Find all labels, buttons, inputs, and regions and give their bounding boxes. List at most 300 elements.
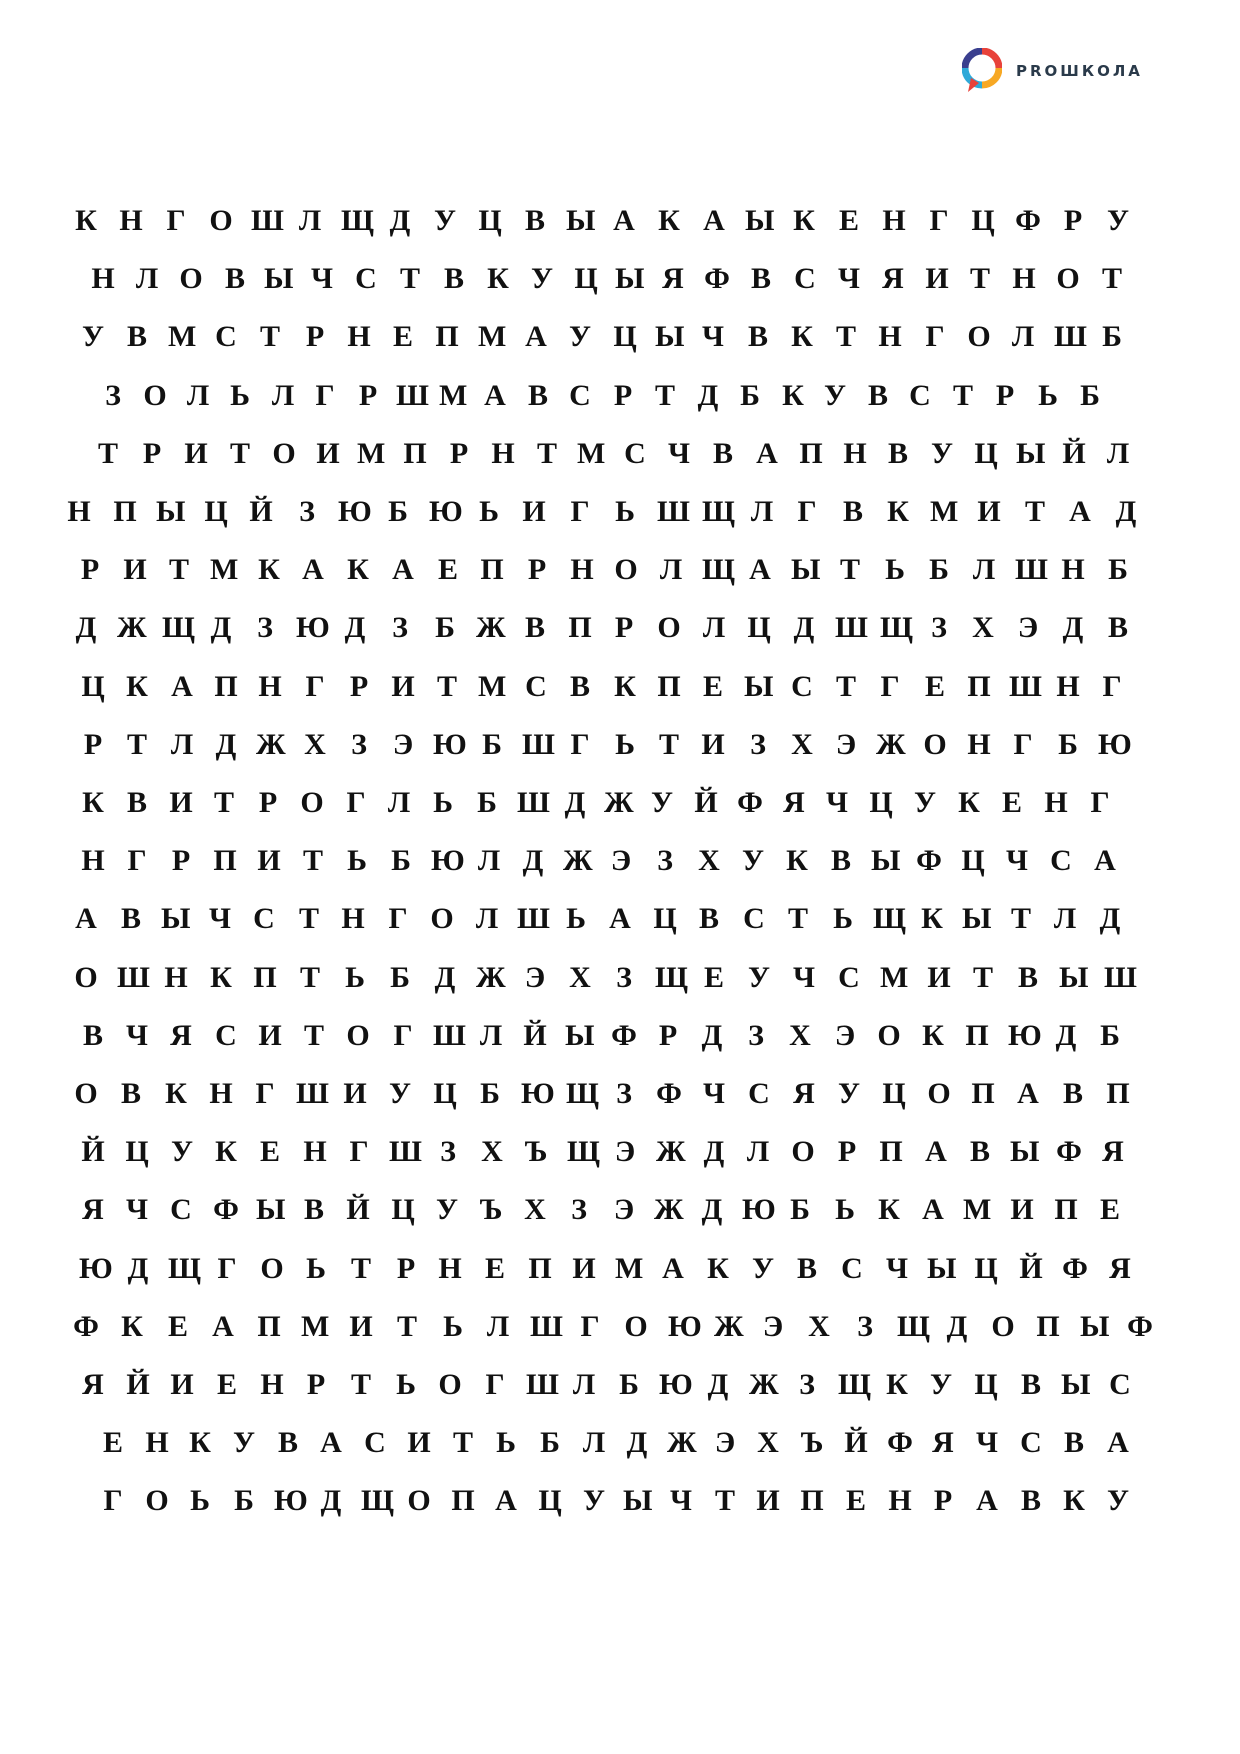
grid-letter: В — [712, 437, 733, 470]
grid-letter: Р — [305, 320, 325, 353]
grid-letter: Б — [1108, 553, 1128, 586]
grid-letter: Ы — [264, 262, 294, 295]
grid-letter: Н — [303, 1135, 327, 1168]
grid-letter: Б — [740, 379, 760, 412]
grid-letter: Х — [569, 961, 591, 994]
grid-letter: Ц — [538, 1484, 562, 1517]
grid-letter: Ч — [667, 437, 691, 470]
grid-letter: В — [126, 320, 147, 353]
grid-letter: Г — [346, 786, 366, 819]
grid-letter: У — [81, 320, 105, 353]
grid-letter: Ц — [971, 204, 995, 237]
grid-letter: Ь — [885, 553, 905, 586]
grid-letter: Ч — [701, 320, 725, 353]
grid-letter: Э — [613, 1193, 635, 1226]
grid-letter: О — [143, 379, 167, 412]
grid-letter: У — [433, 204, 457, 237]
grid-letter: Ф — [213, 1193, 239, 1226]
grid-letter: Ц — [204, 495, 228, 528]
grid-letter: П — [213, 844, 237, 877]
grid-letter: К — [126, 670, 148, 703]
grid-letter: Я — [882, 262, 904, 295]
grid-letter: Ш — [517, 902, 550, 935]
grid-letter: Ж — [476, 961, 506, 994]
grid-letter: С — [355, 262, 377, 295]
grid-letter: Ы — [745, 204, 775, 237]
grid-letter: Е — [167, 1310, 188, 1343]
grid-letter: Ш — [522, 728, 555, 761]
grid-letter: А — [976, 1484, 998, 1517]
grid-letter: Ы — [655, 320, 685, 353]
grid-letter: К — [921, 902, 943, 935]
grid-letter: В — [303, 1193, 324, 1226]
grid-letter: Т — [213, 786, 234, 819]
grid-letter: П — [967, 670, 991, 703]
grid-letter: Т — [396, 1310, 417, 1343]
grid-letter: Д — [626, 1426, 648, 1459]
grid-letter: А — [484, 379, 506, 412]
grid-letter: Л — [479, 1019, 503, 1052]
grid-letter: Т — [835, 320, 856, 353]
grid-letter: Д — [75, 611, 97, 644]
grid-letter: Ы — [1061, 1368, 1091, 1401]
grid-letter: Ф — [1056, 1135, 1082, 1168]
grid-letter: Ь — [396, 1368, 416, 1401]
grid-letter: Т — [126, 728, 147, 761]
grid-letter: И — [343, 1077, 367, 1110]
grid-letter: З — [748, 1019, 764, 1052]
grid-letter: И — [522, 495, 546, 528]
grid-letter: Ю — [659, 1368, 693, 1401]
grid-letter: Н — [260, 1368, 284, 1401]
grid-letter: Ж — [654, 1193, 684, 1226]
grid-letter: Л — [582, 1426, 606, 1459]
grid-letter: Й — [249, 495, 273, 528]
grid-letter: Б — [619, 1368, 639, 1401]
grid-letter: Т — [229, 437, 250, 470]
grid-letter: У — [530, 262, 554, 295]
grid-letter: В — [524, 611, 545, 644]
grid-letter: Л — [298, 204, 322, 237]
grid-letter: И — [169, 786, 193, 819]
grid-letter: У — [435, 1193, 459, 1226]
grid-letter: Р — [80, 553, 100, 586]
grid-letter: З — [750, 728, 766, 761]
grid-letter: Ы — [161, 902, 191, 935]
grid-letter: Ж — [667, 1426, 697, 1459]
grid-letter: Д — [946, 1310, 968, 1343]
grid-letter: Ч — [1005, 844, 1029, 877]
grid-letter: К — [347, 553, 369, 586]
grid-letter: В — [1020, 1484, 1041, 1517]
grid-letter: Х — [972, 611, 994, 644]
grid-letter: Я — [170, 1019, 192, 1052]
grid-letter: О — [74, 961, 98, 994]
grid-letter: Б — [390, 961, 410, 994]
grid-letter: К — [922, 1019, 944, 1052]
grid-letter: Ц — [653, 902, 677, 935]
grid-letter: П — [528, 1252, 552, 1285]
grid-letter: Ш — [835, 611, 868, 644]
grid-letter: Ю — [296, 611, 330, 644]
grid-letter: Н — [347, 320, 371, 353]
grid-letter: Е — [1099, 1193, 1120, 1226]
grid-letter: Т — [436, 670, 457, 703]
grid-letter: Б — [435, 611, 455, 644]
grid-letter: В — [969, 1135, 990, 1168]
grid-letter: Ь — [566, 902, 586, 935]
grid-letter: Ш — [396, 379, 429, 412]
grid-letter: М — [301, 1310, 330, 1343]
grid-letter: П — [657, 670, 681, 703]
grid-letter: С — [909, 379, 931, 412]
grid-letter: П — [879, 1135, 903, 1168]
grid-letter: Е — [102, 1426, 123, 1459]
grid-letter: Й — [694, 786, 718, 819]
grid-letter: У — [170, 1135, 194, 1168]
grid-letter: Г — [217, 1252, 237, 1285]
grid-letter: Р — [1063, 204, 1083, 237]
grid-letter: П — [568, 611, 592, 644]
grid-letter: И — [927, 961, 951, 994]
grid-letter: Г — [1102, 670, 1122, 703]
grid-letter: К — [658, 204, 680, 237]
grid-letter: Г — [127, 844, 147, 877]
grid-letter: Т — [399, 262, 420, 295]
grid-letter: К — [189, 1426, 211, 1459]
grid-letter: С — [170, 1193, 192, 1226]
grid-letter: В — [120, 1077, 141, 1110]
grid-letter: У — [930, 437, 954, 470]
grid-letter: С — [838, 961, 860, 994]
grid-letter: У — [1106, 204, 1130, 237]
grid-letter: Э — [524, 961, 546, 994]
grid-letter: Ц — [961, 844, 985, 877]
grid-letter: Ь — [496, 1426, 516, 1459]
grid-letter: Й — [126, 1368, 150, 1401]
grid-letter: В — [224, 262, 245, 295]
grid-letter: Я — [1102, 1135, 1124, 1168]
grid-letter: Г — [580, 1310, 600, 1343]
grid-letter: Д — [1055, 1019, 1077, 1052]
grid-letter: И — [184, 437, 208, 470]
grid-letter: Й — [844, 1426, 868, 1459]
grid-letter: В — [1020, 1368, 1041, 1401]
grid-letter: Т — [350, 1252, 371, 1285]
grid-letter: Р — [837, 1135, 857, 1168]
grid-letter: Я — [82, 1368, 104, 1401]
grid-letter: Ы — [256, 1193, 286, 1226]
grid-letter: И — [701, 728, 725, 761]
grid-letter: Ш — [1009, 670, 1042, 703]
grid-letter: И — [257, 844, 281, 877]
grid-letter: И — [925, 262, 949, 295]
grid-letter: Ч — [975, 1426, 999, 1459]
grid-letter: Щ — [168, 1252, 201, 1285]
grid-letter: Ы — [565, 1019, 595, 1052]
grid-letter: Ч — [885, 1252, 909, 1285]
grid-letter: П — [965, 1019, 989, 1052]
grid-letter: О — [791, 1135, 815, 1168]
grid-letter: З — [257, 611, 273, 644]
grid-letter: О — [145, 1484, 169, 1517]
grid-letter: П — [1054, 1193, 1078, 1226]
grid-letter: Ц — [974, 1368, 998, 1401]
grid-letter: С — [215, 1019, 237, 1052]
grid-letter: Ш — [296, 1077, 329, 1110]
grid-letter: О — [923, 728, 947, 761]
grid-letter: Щ — [162, 611, 195, 644]
grid-letter: Щ — [897, 1310, 930, 1343]
grid-letter: Ш — [530, 1310, 563, 1343]
grid-letter: М — [930, 495, 959, 528]
grid-letter: З — [440, 1135, 456, 1168]
grid-letter: П — [435, 320, 459, 353]
grid-letter: Л — [702, 611, 726, 644]
grid-letter: Ю — [742, 1193, 776, 1226]
grid-letter: Н — [67, 495, 91, 528]
grid-letter: Р — [933, 1484, 953, 1517]
grid-letter: Д — [701, 1019, 723, 1052]
grid-letter: А — [75, 902, 97, 935]
grid-letter: Й — [346, 1193, 370, 1226]
grid-letter: Л — [135, 262, 159, 295]
grid-letter: Ь — [615, 728, 635, 761]
grid-letter: Р — [658, 1019, 678, 1052]
grid-letter: В — [887, 437, 908, 470]
grid-letter: К — [786, 844, 808, 877]
grid-letter: Г — [570, 495, 590, 528]
grid-letter: П — [480, 553, 504, 586]
grid-letter: М — [357, 437, 386, 470]
grid-letter: Щ — [873, 902, 906, 935]
grid-letter: В — [796, 1252, 817, 1285]
grid-letter: Т — [97, 437, 118, 470]
grid-letter: М — [615, 1252, 644, 1285]
grid-letter: Д — [344, 611, 366, 644]
grid-letter: Л — [1011, 320, 1035, 353]
grid-letter: Б — [391, 844, 411, 877]
grid-letter: Д — [320, 1484, 342, 1517]
grid-letter: Ы — [1080, 1310, 1110, 1343]
grid-letter: О — [967, 320, 991, 353]
grid-letter: З — [105, 379, 121, 412]
grid-letter: Ж — [714, 1310, 744, 1343]
grid-letter: В — [698, 902, 719, 935]
grid-letter: Л — [477, 844, 501, 877]
grid-letter: Щ — [838, 1368, 871, 1401]
grid-letter: Д — [1099, 902, 1121, 935]
grid-letter: Т — [658, 728, 679, 761]
grid-letter: Е — [437, 553, 458, 586]
grid-letter: А — [495, 1484, 517, 1517]
grid-letter: Е — [1001, 786, 1022, 819]
grid-letter: Й — [1062, 437, 1086, 470]
grid-letter: К — [886, 1368, 908, 1401]
grid-letter: Г — [315, 379, 335, 412]
grid-letter: Ц — [478, 204, 502, 237]
grid-letter: Р — [83, 728, 103, 761]
grid-letter: Ц — [574, 262, 598, 295]
grid-letter: Р — [613, 379, 633, 412]
grid-letter: Г — [797, 495, 817, 528]
grid-letter: К — [258, 553, 280, 586]
grid-letter: Щ — [655, 961, 688, 994]
grid-letter: З — [931, 611, 947, 644]
grid-letter: Г — [388, 902, 408, 935]
grid-letter: О — [209, 204, 233, 237]
grid-letter: У — [837, 1077, 861, 1110]
grid-letter: Я — [662, 262, 684, 295]
grid-letter: Н — [570, 553, 594, 586]
grid-letter: Й — [523, 1019, 547, 1052]
grid-letter: В — [830, 844, 851, 877]
grid-letter: Б — [1080, 379, 1100, 412]
grid-letter: Е — [703, 961, 724, 994]
grid-letter: К — [487, 262, 509, 295]
grid-letter: Ы — [1016, 437, 1046, 470]
grid-letter: Б — [790, 1193, 810, 1226]
grid-letter: О — [1056, 262, 1080, 295]
grid-letter: В — [527, 379, 548, 412]
grid-letter: С — [364, 1426, 386, 1459]
grid-letter: Э — [1017, 611, 1039, 644]
grid-letter: Ь — [833, 902, 853, 935]
grid-letter: Т — [299, 961, 320, 994]
grid-letter: Б — [540, 1426, 560, 1459]
grid-letter: О — [272, 437, 296, 470]
grid-letter: Н — [119, 204, 143, 237]
grid-letter: К — [75, 204, 97, 237]
grid-letter: Ф — [656, 1077, 682, 1110]
grid-letter: А — [1017, 1077, 1039, 1110]
grid-letter: Ш — [117, 961, 150, 994]
grid-letter: И — [407, 1426, 431, 1459]
grid-letter: М — [439, 379, 468, 412]
grid-letter: Г — [1013, 728, 1033, 761]
grid-letter: В — [750, 262, 771, 295]
grid-letter: А — [1094, 844, 1116, 877]
grid-letter: Ф — [73, 1310, 99, 1343]
grid-letter: Х — [757, 1426, 779, 1459]
grid-letter: П — [1106, 1077, 1130, 1110]
grid-letter: К — [1063, 1484, 1085, 1517]
grid-letter: Ф — [611, 1019, 637, 1052]
grid-letter: И — [258, 1019, 282, 1052]
grid-letter: Ы — [566, 204, 596, 237]
grid-letter: Ж — [604, 786, 634, 819]
grid-letter: И — [1010, 1193, 1034, 1226]
grid-letter: В — [82, 1019, 103, 1052]
grid-letter: В — [443, 262, 464, 295]
grid-letter: Ц — [81, 670, 105, 703]
grid-letter: Щ — [880, 611, 913, 644]
grid-letter: С — [791, 670, 813, 703]
grid-letter: Г — [485, 1368, 505, 1401]
grid-letter: Р — [306, 1368, 326, 1401]
grid-letter: С — [1020, 1426, 1042, 1459]
grid-letter: Г — [393, 1019, 413, 1052]
grid-letter: Н — [1012, 262, 1036, 295]
grid-letter: Ь — [615, 495, 635, 528]
grid-letter: С — [253, 902, 275, 935]
grid-letter: К — [958, 786, 980, 819]
grid-letter: А — [525, 320, 547, 353]
grid-letter: Ж — [256, 728, 286, 761]
grid-letter: Ф — [704, 262, 730, 295]
grid-letter: Т — [969, 262, 990, 295]
grid-letter: О — [614, 553, 638, 586]
grid-letter: Ь — [479, 495, 499, 528]
grid-letter: Л — [746, 1135, 770, 1168]
grid-letter: Щ — [341, 204, 374, 237]
grid-letter: Б — [234, 1484, 254, 1517]
grid-letter: Н — [1056, 670, 1080, 703]
grid-letter: Р — [449, 437, 469, 470]
grid-letter: Т — [835, 670, 856, 703]
grid-letter: У — [929, 1368, 953, 1401]
grid-letter: К — [210, 961, 232, 994]
grid-letter: О — [624, 1310, 648, 1343]
grid-letter: Ь — [433, 786, 453, 819]
grid-letter: Д — [703, 1135, 725, 1168]
grid-letter: У — [913, 786, 937, 819]
grid-letter: П — [403, 437, 427, 470]
grid-letter: Х — [698, 844, 720, 877]
grid-letter: С — [1050, 844, 1072, 877]
grid-letter: Ь — [443, 1310, 463, 1343]
grid-letter: Ч — [702, 1077, 726, 1110]
grid-letter: К — [614, 670, 636, 703]
grid-letter: Ж — [876, 728, 906, 761]
grid-letter: Б — [1102, 320, 1122, 353]
grid-letter: Ц — [613, 320, 637, 353]
grid-letter: А — [609, 902, 631, 935]
grid-letter: В — [277, 1426, 298, 1459]
grid-letter: Г — [305, 670, 325, 703]
grid-letter: К — [215, 1135, 237, 1168]
grid-letter: Е — [702, 670, 723, 703]
grid-letter: Ц — [974, 437, 998, 470]
grid-letter: Ч — [125, 1193, 149, 1226]
grid-letter: Д — [434, 961, 456, 994]
grid-letter: И — [123, 553, 147, 586]
grid-letter: Э — [834, 1019, 856, 1052]
grid-letter: А — [662, 1252, 684, 1285]
grid-letter: Е — [924, 670, 945, 703]
grid-letter: В — [120, 902, 141, 935]
grid-letter: У — [741, 844, 765, 877]
grid-letter: Э — [835, 728, 857, 761]
grid-letter: Е — [484, 1252, 505, 1285]
grid-letter: Х — [789, 1019, 811, 1052]
grid-letter: С — [624, 437, 646, 470]
grid-letter: Ф — [887, 1426, 913, 1459]
grid-letter: В — [524, 204, 545, 237]
grid-letter: Н — [341, 902, 365, 935]
grid-letter: В — [1107, 611, 1128, 644]
grid-letter: Р — [614, 611, 634, 644]
grid-letter: Т — [350, 1368, 371, 1401]
grid-letter: Ь — [347, 844, 367, 877]
grid-letter: Б — [1058, 728, 1078, 761]
grid-letter: Ы — [744, 670, 774, 703]
grid-letter: П — [1036, 1310, 1060, 1343]
grid-letter: Т — [1024, 495, 1045, 528]
grid-letter: Ю — [338, 495, 372, 528]
grid-letter: Ф — [916, 844, 942, 877]
grid-letter: Ю — [433, 728, 467, 761]
